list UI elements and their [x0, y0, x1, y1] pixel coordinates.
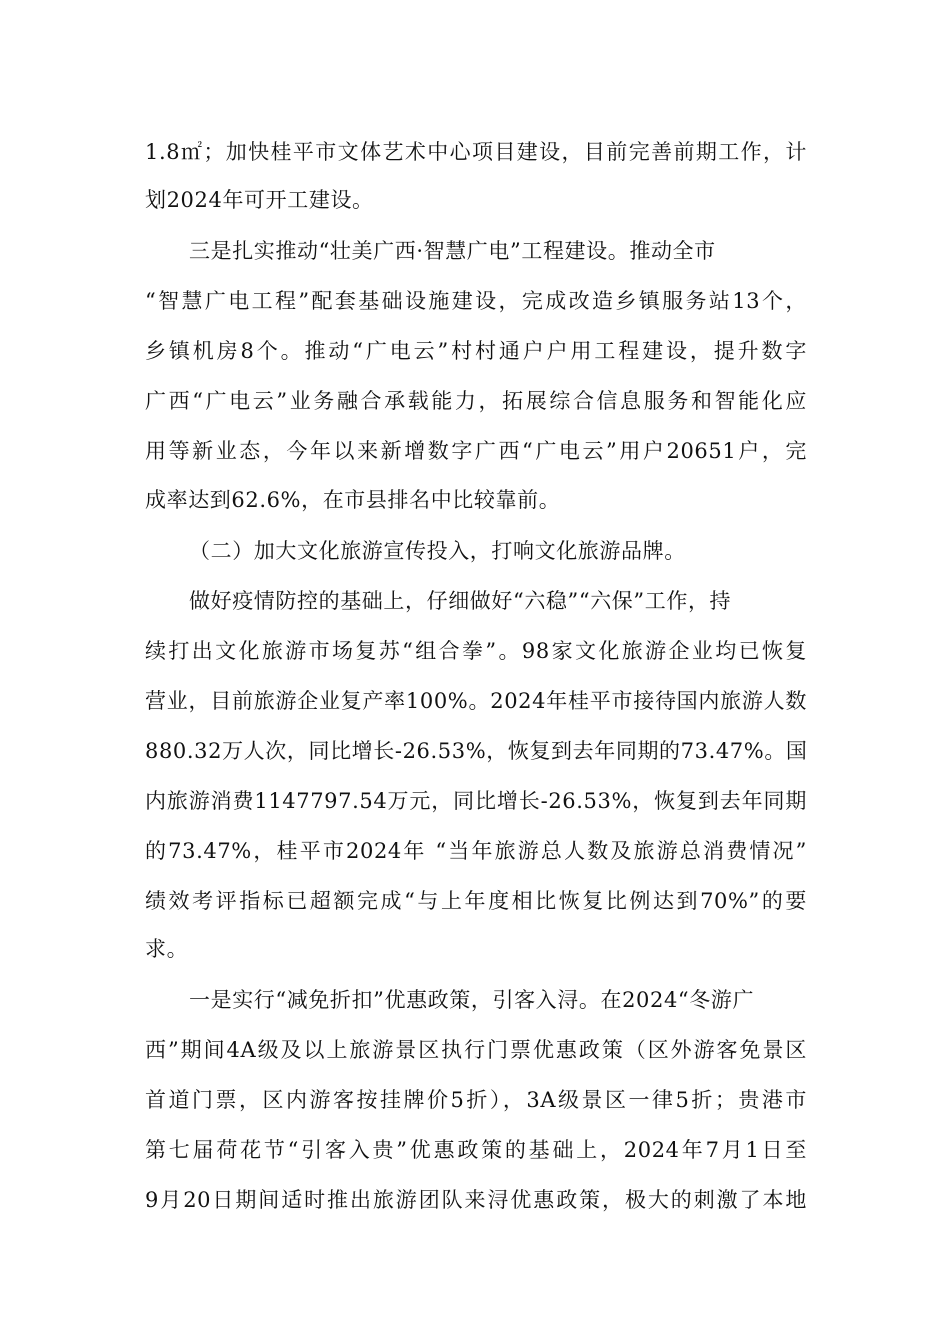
- text-line-8: 成率达到62.6%，在市县排名中比较靠前。: [145, 488, 561, 512]
- text-line-10: 做好疫情防控的基础上，仔细做好“六稳”“六保”工作，持: [189, 589, 732, 613]
- text-line-21: 第七届荷花节“引客入贵”优惠政策的基础上，2024年7月1日至: [145, 1138, 807, 1162]
- text-line-14: 内旅游消费1147797.54万元，同比增长-26.53%，恢复到去年同期: [145, 789, 807, 813]
- text-line-6: 广西“广电云”业务融合承载能力，拓展综合信息服务和智能化应: [145, 389, 807, 413]
- text-line-11: 续打出文化旅游市场复苏“组合拳”。98家文化旅游企业均已恢复: [145, 639, 807, 663]
- text-line-4: “智慧广电工程”配套基础设施建设，完成改造乡镇服务站13个，: [145, 289, 807, 313]
- text-line-19: 西”期间4A级及以上旅游景区执行门票优惠政策（区外游客免景区: [145, 1038, 807, 1062]
- text-line-17: 求。: [145, 937, 189, 961]
- text-line-16: 绩效考评指标已超额完成“与上年度相比恢复比例达到70%”的要: [145, 889, 807, 913]
- text-line-15: 的73.47%，桂平市2024年 “当年旅游总人数及旅游总消费情况”: [145, 839, 807, 863]
- text-line-12: 营业，目前旅游企业复产率100%。2024年桂平市接待国内旅游人数: [145, 689, 807, 713]
- text-line-7: 用等新业态，今年以来新增数字广西“广电云”用户20651户，完: [145, 439, 807, 463]
- text-line-22: 9月20日期间适时推出旅游团队来浔优惠政策，极大的刺激了本地: [145, 1188, 807, 1212]
- text-line-2: 划2024年可开工建设。: [145, 188, 374, 212]
- text-line-20: 首道门票，区内游客按挂牌价5折），3A级景区一律5折；贵港市: [145, 1088, 807, 1112]
- section-heading: （二）加大文化旅游宣传投入，打响文化旅游品牌。: [189, 539, 686, 563]
- text-line-1: 1.8㎡；加快桂平市文体艺术中心项目建设，目前完善前期工作，计: [145, 140, 807, 164]
- paragraph-heading-18: 一是实行“减免折扣”优惠政策，引客入浔。在2024“冬游广: [189, 988, 755, 1012]
- text-line-13: 880.32万人次，同比增长-26.53%，恢复到去年同期的73.47%。国: [145, 739, 808, 763]
- paragraph-heading-3: 三是扎实推动“壮美广西·智慧广电”工程建设。推动全市: [189, 239, 716, 263]
- text-line-5: 乡镇机房8个。推动“广电云”村村通户户用工程建设，提升数字: [145, 339, 807, 363]
